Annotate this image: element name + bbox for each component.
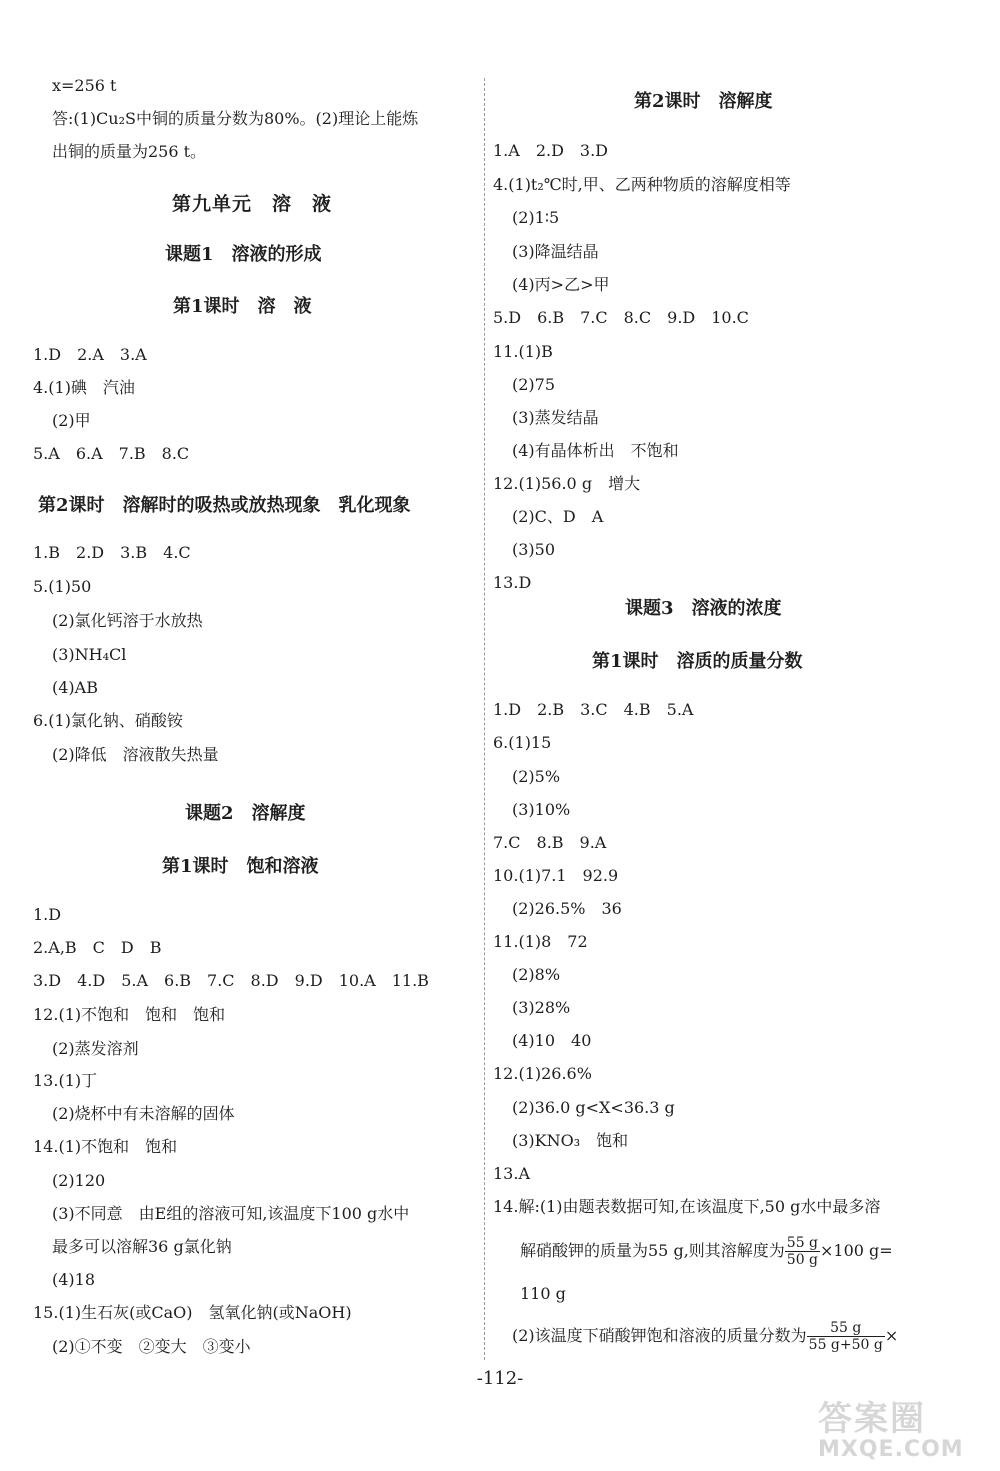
answer-line: (3)NH₄Cl [52,645,127,664]
topic-title: 课题1 溶液的形成 [165,244,322,265]
answer-line: (2)120 [52,1171,106,1190]
answer-line: (2)1∶5 [512,208,560,227]
answer-line: (4)10 40 [512,1031,592,1050]
answer-line: (2)①不变 ②变大 ③变小 [52,1337,251,1356]
watermark-text: 答案圈 [818,1399,926,1439]
answer-line: 10.(1)7.1 92.9 [493,866,619,885]
topic-title: 课题3 溶液的浓度 [625,598,782,619]
answer-line: 14.(1)不饱和 饱和 [33,1137,178,1156]
answer-line: (2)氯化钙溶于水放热 [52,611,203,630]
answer-line: (4)有晶体析出 不饱和 [512,441,679,460]
answer-line: 14.解:(1)由题表数据可知,在该温度下,50 g水中最多溶 [493,1197,881,1216]
fraction-numerator: 55 g [786,1235,819,1251]
answer-line: 12.(1)不饱和 饱和 饱和 [33,1005,226,1024]
formula-line [512,1318,898,1354]
answer-line: 1.D 2.A 3.A [33,345,147,364]
column-divider [484,78,485,1360]
lesson-title: 第1课时 饱和溶液 [162,856,319,877]
formula-text: × [884,1326,899,1345]
answer-line: 12.(1)56.0 g 增大 [493,474,641,493]
answer-line: 13.(1)丁 [33,1071,98,1090]
answer-line: 1.A 2.D 3.D [493,141,609,160]
answer-line: (3)10% [512,800,571,819]
answer-line: (2)75 [512,375,556,394]
lesson-title: 第2课时 溶解时的吸热或放热现象 乳化现象 [38,495,411,516]
answer-line: (3)28% [512,998,571,1017]
watermark-url: MXQE.COM [818,1437,964,1462]
answer-line: 5.A 6.A 7.B 8.C [33,444,190,463]
lesson-title: 第1课时 溶 液 [173,296,312,317]
answer-line: 2.A,B C D B [33,938,162,957]
fraction-numerator: 55 g [807,1320,885,1337]
answer-line: 11.(1)B [493,342,553,361]
answer-line: (4)丙>乙>甲 [512,275,610,294]
answer-line: (3)降温结晶 [512,242,599,261]
fraction [807,1320,885,1353]
answer-line: (3)KNO₃ 饱和 [512,1131,629,1150]
watermark-logo [818,1400,988,1466]
unit-title: 第九单元 溶 液 [172,193,333,215]
answer-line: (3)不同意 由E组的溶液可知,该温度下100 g水中 [52,1204,410,1223]
answer-line: 6.(1)15 [493,733,552,752]
answer-line: (2)甲 [52,411,91,430]
answer-line: 1.D 2.B 3.C 4.B 5.A [493,700,694,719]
text-line: 出铜的质量为256 t。 [52,142,207,161]
formula-line [520,1234,893,1268]
answer-line: (3)蒸发结晶 [512,408,599,427]
text-line: 答:(1)Cu₂S中铜的质量分数为80%。(2)理论上能炼 [52,109,419,128]
lesson-title: 第1课时 溶质的质量分数 [592,651,803,672]
answer-line: 12.(1)26.6% [493,1064,592,1083]
answer-line: (4)18 [52,1270,96,1289]
answer-line: 5.(1)50 [33,577,92,596]
fraction-denominator: 55 g+50 g [808,1337,883,1353]
answer-line: (2)36.0 g<X<36.3 g [512,1098,675,1117]
answer-line: 4.(1)碘 汽油 [33,378,135,397]
text-line: x=256 t [52,76,117,95]
answer-line: 11.(1)8 72 [493,932,588,951]
answer-line: (2)蒸发溶剂 [52,1039,139,1058]
fraction-denominator: 50 g [786,1252,819,1268]
formula-text: 解硝酸钾的质量为55 g,则其溶解度为 [520,1241,785,1260]
answer-line: 15.(1)生石灰(或CaO) 氢氧化钠(或NaOH) [33,1303,352,1322]
answer-line: 3.D 4.D 5.A 6.B 7.C 8.D 9.D 10.A 11.B [33,971,429,990]
answer-line: 最多可以溶解36 g氯化钠 [52,1237,232,1256]
answer-line: 13.A [493,1164,530,1183]
answer-line: (2)5% [512,767,561,786]
lesson-title: 第2课时 溶解度 [634,91,773,112]
answer-line: (2)降低 溶液散失热量 [52,745,219,764]
answer-line: (2)26.5% 36 [512,899,622,918]
topic-title: 课题2 溶解度 [185,803,306,824]
answer-line: (3)50 [512,540,556,559]
answer-line: 110 g [520,1284,566,1303]
formula-text: ×100 g= [820,1241,893,1260]
answer-line: (4)AB [52,678,98,697]
answer-line: (2)8% [512,965,561,984]
answer-line: 13.D [493,573,532,592]
answer-line: 6.(1)氯化钠、硝酸铵 [33,711,183,730]
answer-line: 5.D 6.B 7.C 8.C 9.D 10.C [493,308,749,327]
page-number: -112- [476,1368,524,1389]
answer-line: 7.C 8.B 9.A [493,833,607,852]
answer-line: (2)C、D A [512,507,604,526]
answer-line: 1.B 2.D 3.B 4.C [33,543,191,562]
answer-line: 4.(1)t₂℃时,甲、乙两种物质的溶解度相等 [493,175,791,194]
formula-text: (2)该温度下硝酸钾饱和溶液的质量分数为 [512,1326,807,1345]
fraction [785,1235,820,1268]
answer-line: (2)烧杯中有未溶解的固体 [52,1104,235,1123]
answer-line: 1.D [33,905,62,924]
